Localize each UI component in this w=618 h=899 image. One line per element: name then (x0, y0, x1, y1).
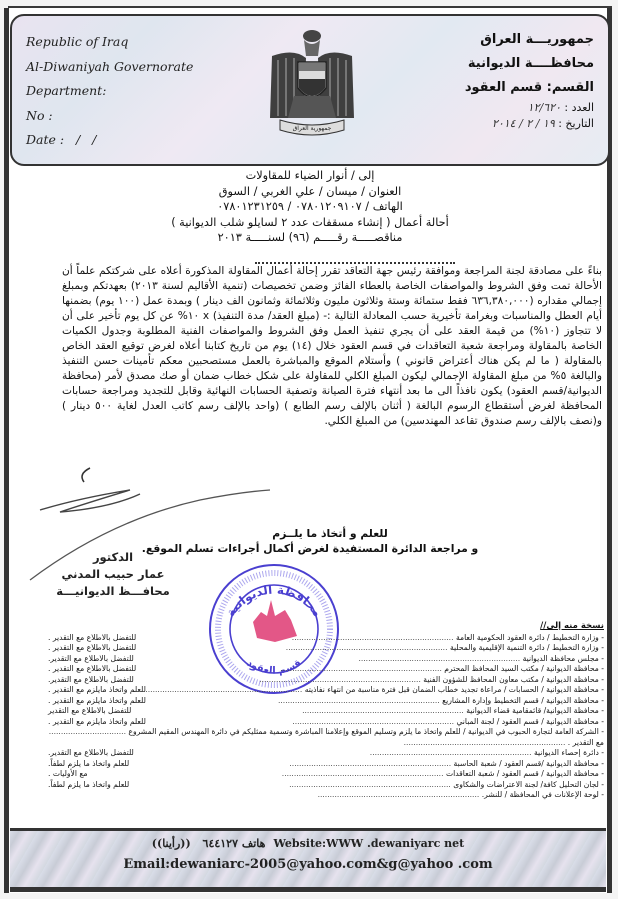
copy-recipient-row (44, 633, 604, 644)
copy-note (44, 790, 48, 801)
addressee-phone: الهاتف / ٠٧٨٠١٢٠٩١٠٧ / ٠٧٨٠١٢٣١٢٥٩ (217, 200, 403, 213)
copies-list (44, 621, 604, 801)
copy-recipient: - لجان التحليل كافة/ لجنة الاعتراضات والشكاوى ..... (289, 780, 604, 791)
closing-line-2: و مراجعة الدائرة المستفيدة لغرض أكمال أجراءات تسلم الموقع. (141, 542, 479, 555)
signatory-block (38, 549, 188, 600)
copy-recipient-row (44, 790, 604, 801)
copy-note: للعلم واتخاذ مايلزم مع التقدير . (48, 685, 146, 694)
copy-recipient: - محافظة الديوانية / مكتب السيد المحافظ المحترم ..... (280, 664, 604, 675)
copy-note: للتفضل بالاطلاع مع التقدير . (48, 664, 137, 673)
iraq-eagle-emblem-icon (264, 26, 360, 144)
copy-note: للعلم واتخاذ مايلزم مع التقدير . (48, 716, 146, 726)
copy-recipient: - دائرة إحصاء الديوانية ..... (370, 748, 604, 759)
letter-body: بناءً على مصادقة لجنة المراجعة وموافقة رئيس جهة التعاقد تقرر إحالة أعمال المقاولة المذكورة أعلاه على شركتكم علماً أن الأحالة تمت وفق الشروط والمواصفات الخاصة بالعطاء الفائز وضمن تخصيصات (تنمية الأقاليم لسنة ٢٠١٣) بعهدتكم وبمبلغ إجمالي مقداره (٦٣٦,٣٨٠,٠٠٠ فقط ستمائة وستة وثلاثون مليون وثلاثمائة وثمانون الف دينار ) وبمدة عمل (١٠٠ يوم) بضمنها أيام العطل والمناسبات وبغرامة تأخيرية حسب المعادلة التالية :- (مبلغ العقد/ مدة التنفيذ) x ١٠% عن كل يوم تأخير على أن لا تتجاوز (١٠%) من قيمة العقد على أن يجري تنفيذ العمل وفق الشروط والمواصفات الفنية المطلوبة وجدول الكميات الخاصة بالمقاولة ومراجعة شعبة التعاقدات في قسم العقود خلال (١٤) يوم من تاريخ كتابنا أعلاه لغرض توقيع العقد الخاص بالمقاولة ( ما لم يكن هناك أعتراض قانوني ) وأستلام الموقع والمباشرة بالعمل مستصحبين معكم تأمينات حسن التنفيذ والبالغة ٥% من مبلغ المقاولة الإجمالي ليكون المبلغ الكلي للمقاولة على شكل خطاب ضمان أو صك مصدق لأمر (محافظة الديوانية/قسم العقود) يكون نافذاً الى ما بعد أنتهاء فترة الصيانة وتصفية الحسابات النهائية وقابل للتجديد ومراجعة حسابات المحافظة لغرض أستقطاع الرسوم البالغة ( أثنان بالإلف رسم الطابع ) (واحد بالإلف رسم كاتب العدل لغاية ٥٠٠ دينار ) و(نصف بالإلف رسم صندوق تقاعد المهندسين) من المبلغ الكلي. (62, 265, 603, 427)
copy-recipient-row (44, 769, 604, 780)
copy-recipient: - وزارة التخطيط / دائرة التنمية الإقليمية والمحلية ..... (286, 643, 604, 654)
copy-recipient: - محافظة الديوانية / مكتب معاون المحافظ للشؤون الفنية ..... (259, 675, 604, 686)
copy-recipient-row (44, 717, 604, 728)
copy-note: للتفضل بالاطلاع مع التقدير . (48, 643, 137, 652)
signer-name: عمار حبيب المدني (61, 567, 165, 581)
copy-recipient-row (44, 654, 604, 665)
governorate-en: Al-Diwaniyah Governorate (26, 58, 194, 74)
subject-line: أحالة أعمال ( إنشاء مسقفات عدد ٢ لسايلو شلب الديوانية ) (171, 215, 449, 229)
copy-recipient-row (44, 759, 604, 770)
copy-recipient-row (44, 748, 604, 759)
addressee-to: إلى / أنوار الضياء للمقاولات (245, 169, 375, 182)
copy-recipient-row (44, 643, 604, 654)
number-label-ar: العدد : (564, 101, 594, 114)
governorate-ar: محافظــــة الديوانية (467, 56, 594, 71)
copy-note: للتفضل بالاطلاع مع التقدير (48, 706, 132, 715)
republic-ar: جمهوريـــة العراق (480, 32, 594, 47)
copy-recipient: - مجلس محافظة الديوانية ..... (358, 654, 604, 665)
republic-en: Republic of Iraq (26, 34, 129, 49)
letterhead-english (26, 30, 193, 153)
copy-recipient: - محافظة الديوانية / قسم العقود / لجنة المباني ..... (292, 717, 604, 728)
addressee-block (120, 168, 500, 246)
copy-recipient: - محافظة الديوانية / قسم العقود / شعبة التعاقدات ..... (282, 769, 604, 780)
number-value: ١٢/٦٢٠ (527, 101, 561, 114)
signer-title: الدكتور (92, 550, 134, 564)
copies-title: نسخة منه إلى// (540, 621, 604, 631)
copy-recipient-row (44, 706, 604, 717)
copy-recipient: - محافظة الديوانية / الحسابات / مراعاة تجديد خطاب الضمان قبل فترة مناسبة من انتهاء نفاذيته ..... (146, 685, 604, 696)
department-label-en: Department: (26, 83, 107, 98)
stamp-bottom-text: قسم العقود (244, 657, 304, 677)
copy-note (44, 727, 48, 738)
copy-recipient-row (44, 727, 604, 738)
copy-recipient: - وزارة التخطيط / دائرة العقود الحكومية العامة ..... (292, 633, 604, 644)
copy-note: للعلم واتخاذ ما يلزم لطفاً. (48, 758, 130, 768)
copy-recipient-row (44, 696, 604, 707)
copy-recipient: - الشركة العامة لتجارة الحبوب في الديوانية / للعلم واتخاذ ما يلزم وتسليم الموقع وإعلامنا المباشرة وتسمية ممثليكم في دائرة المهندس المقيم المشروع ..... (48, 727, 604, 738)
copy-recipient: - محافظة الديوانية /قسم العقود / شعبة الحاسبة ..... (289, 759, 604, 770)
date-value: ١٩ / ٢ / ٢٠١٤ (491, 117, 555, 130)
copy-recipient-row (44, 664, 604, 675)
reference-date (465, 116, 594, 132)
addressee-address: العنوان / ميسان / علي الغربي / السوق (218, 184, 402, 198)
date-label-en: Date : / / (26, 132, 97, 147)
copy-recipient-row (44, 675, 604, 686)
closing-line-1: للعلم و أتخاذ ما يلــزم (272, 527, 388, 540)
letterhead-footer (10, 828, 606, 892)
copy-recipient: - محافظة الديوانية / قسم التخطيط وإدارة المشاريع ..... (278, 696, 604, 707)
copy-recipient-row (44, 780, 604, 791)
date-label-ar: التاريخ : (558, 117, 594, 130)
copy-note: للتفضل بالاطلاع مع التقدير. (48, 674, 134, 684)
stamp-top-text: محافظة الديوانية (223, 582, 325, 620)
copy-recipient-row (44, 685, 604, 696)
copy-recipient-row (44, 738, 604, 749)
tender-line: مناقصـــــة رقـــــم (٩٦) لسنـــــة ٢٠١٣ (217, 231, 403, 244)
copy-note: للعلم واتخاذ مايلزم مع التقدير . (48, 695, 146, 705)
copy-note: للتفضل بالاطلاع مع التقدير. (48, 653, 134, 663)
letterhead (10, 14, 610, 166)
copy-note: للتفضل بالاطلاع مع التقدير . (48, 632, 137, 642)
footer-website: ((رأينا))Website:WWW .dewaniyarc net (151, 837, 465, 850)
signer-position: محافـــظ الديوانيـــة (56, 584, 170, 598)
number-label-en: No : (26, 107, 53, 123)
copy-recipient: - محافظة الديوانية/ قائمقامية قضاء الديوانية ..... (302, 706, 604, 717)
reference-number (465, 100, 594, 116)
copy-note: للعلم واتخاذ ما يلزم لطفاً. (48, 779, 130, 789)
copy-note: مع الأوليات . (48, 769, 88, 778)
copy-note (44, 738, 48, 749)
footer-phone: هاتف ٦٤٤١٢٧ (202, 837, 266, 850)
copy-recipient: مع التقدير . ..... (404, 738, 604, 749)
department-ar: القسم: قسم العقود (464, 80, 594, 95)
copy-note: للتفضل بالاطلاع مع التقدير. (48, 748, 134, 757)
footer-contact-line (10, 837, 606, 850)
copy-recipient: - لوحة الإعلانات في المحافظة / للنشر. ..... (318, 790, 604, 801)
letterhead-arabic (465, 28, 594, 132)
emblem-caption: جمهورية العراق (292, 125, 332, 132)
footer-email: Email:dewaniarc-2005@yahoo.com&g@yahoo .com (123, 857, 493, 872)
